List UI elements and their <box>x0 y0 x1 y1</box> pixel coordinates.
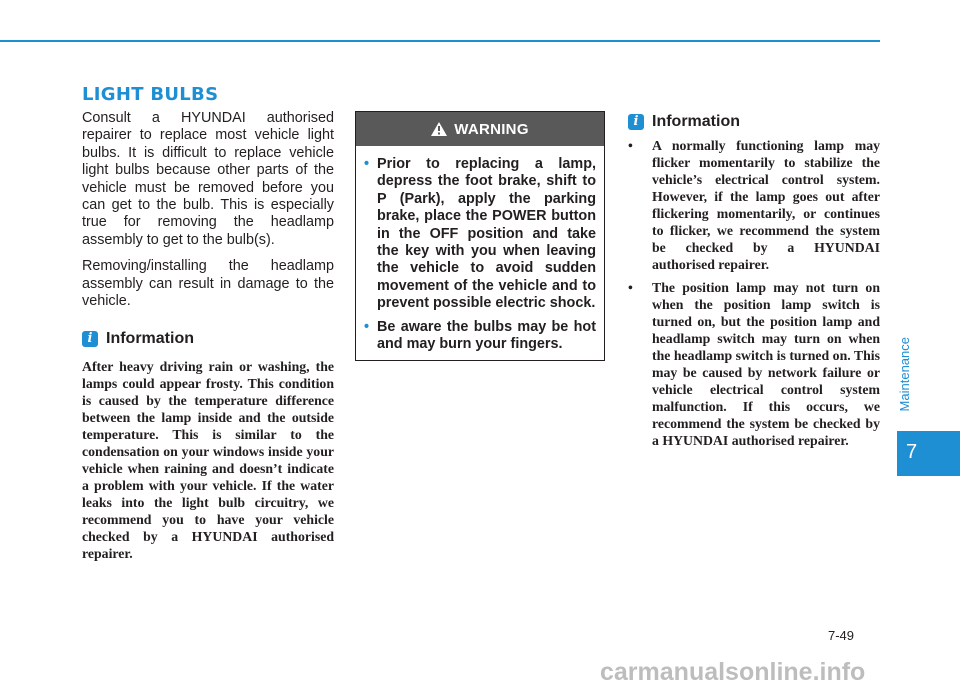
column-1 <box>82 110 334 562</box>
chapter-number: 7 <box>906 441 918 463</box>
warning-heading: WARNING <box>454 120 529 138</box>
info-heading <box>82 330 334 348</box>
page-number: 7-49 <box>828 628 855 643</box>
body-paragraph: Consult a HYUNDAI authorised repairer to replace most vehicle light bulbs. It is difficult to replace vehicle light bulbs because other parts of the vehicle must be removed before you can get to the bulb. This is especially true for removing the headlamp assembly to get to the bulb(s). <box>82 110 334 248</box>
top-rule <box>0 40 880 42</box>
info-icon: i <box>82 331 98 347</box>
info-heading <box>628 113 880 131</box>
warning-box <box>355 111 605 361</box>
chapter-tab[interactable] <box>897 431 960 476</box>
info-item-text: The position lamp may not turn on when the position lamp switch is turned on, but the position lamp and headlamp switch may turn on when the headlamp switch is turned on. This may be caused by network failure or vehicle electrical control system malfunction. If this occurs, we recommend the system be checked by a HYUNDAI authorised repairer. <box>652 280 880 448</box>
bullet: • <box>628 280 633 295</box>
warning-item-text: Be aware the bulbs may be hot and may burn your fingers. <box>377 318 596 353</box>
bullet: • <box>628 138 633 153</box>
section-title: LIGHT BULBS <box>82 84 219 105</box>
warning-list <box>356 146 604 353</box>
info-heading-label: Information <box>652 113 740 130</box>
watermark: carmanualsonline.info <box>600 658 866 686</box>
info-list-item <box>628 137 880 273</box>
warning-item <box>364 156 596 313</box>
warning-triangle-icon <box>431 122 447 136</box>
body-paragraph: Removing/installing the headlamp assembly can result in damage to the vehicle. <box>82 258 334 310</box>
warning-header <box>356 112 604 146</box>
bullet: • <box>364 318 370 335</box>
info-heading-label: Information <box>106 330 194 348</box>
info-list <box>628 137 880 449</box>
side-section-label: Maintenance <box>897 337 912 412</box>
info-text: After heavy driving rain or washing, the lamps could appear frosty. This condition is caused by the temperature difference between the lamp inside and the outside temperature. This is similar to the condensation on your windows inside your vehicle when raining and doesn’t indicate a problem with your vehicle. If the water leaks into the light bulb circuitry, we recommend you to have your vehicle checked by a HYUNDAI authorised repairer. <box>82 359 334 562</box>
warning-item-text: Prior to replacing a lamp, depress the foot brake, shift to P (Park), apply the parking brake, place the POWER button in the OFF position and take the key with you when leaving the vehicle to avoid sudden movement of the vehicle and to prevent possible electric shock. <box>377 156 596 312</box>
info-item-text: A normally functioning lamp may flicker momentarily to stabilize the vehicle’s electrical control system. However, if the lamp goes out after flickering momentarily, or continues to flicker, we recommend the system be checked by a HYUNDAI authorised repairer. <box>652 138 880 272</box>
bullet: • <box>364 156 370 172</box>
warning-item <box>364 319 596 354</box>
column-3 <box>628 113 880 455</box>
info-icon: i <box>628 114 644 130</box>
info-list-item <box>628 279 880 449</box>
